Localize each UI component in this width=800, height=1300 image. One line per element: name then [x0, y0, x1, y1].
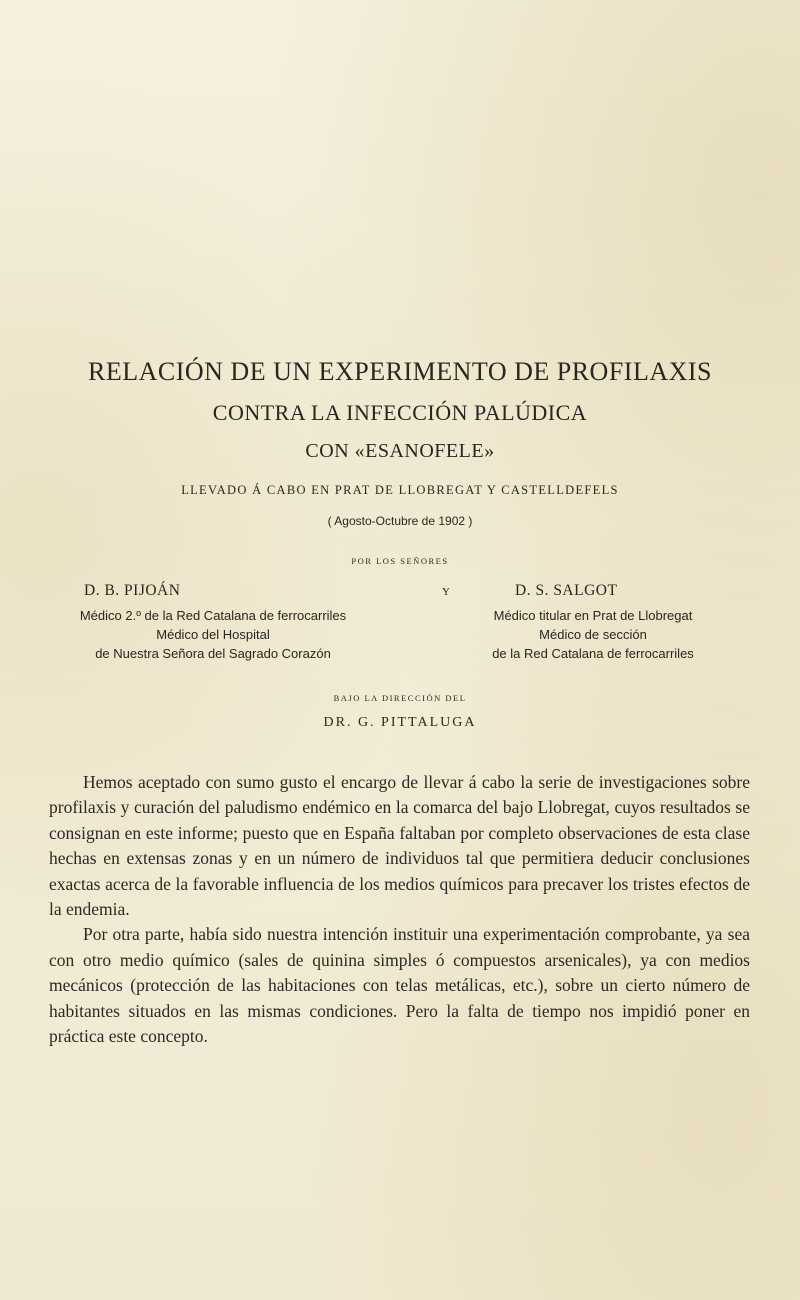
affiliation-line: Médico del Hospital — [156, 627, 270, 642]
affiliation-line: de Nuestra Señora del Sagrado Corazón — [95, 646, 331, 661]
title-line-3: CON «ESANOFELE» — [305, 440, 495, 462]
author-left-affiliation — [48, 606, 378, 663]
paragraph: Por otra parte, había sido nuestra intención instituir una experimentación comprobante, ya sea con otro medio químico (sales de quinina simples ó compuestos arsenicales), ya con medios mecánicos (protección de las habitaciones con telas metálicas, etc.), sobre un cierto número de habitantes situados en las mismas condiciones. Pero la falta de tiempo nos impidió poner en práctica este concepto. — [49, 924, 750, 1047]
author-conjunction: Y — [442, 586, 451, 598]
author-right-affiliation — [428, 606, 758, 663]
author-right-name: D. S. SALGOT — [515, 582, 618, 599]
subtitle: LLEVADO Á CABO EN PRAT DE LLOBREGAT Y CASTELLDEFELS — [181, 483, 619, 497]
affiliation-line: de la Red Catalana de ferrocarriles — [492, 646, 694, 661]
director-name: DR. G. PITTALUGA — [323, 715, 477, 730]
affiliation-line: Médico de sección — [539, 627, 647, 642]
direction-label: BAJO LA DIRECCIÓN DEL — [333, 693, 467, 703]
authors-intro: POR LOS SEÑORES — [351, 556, 449, 566]
body-text — [49, 770, 750, 1049]
date-range: ( Agosto-Octubre de 1902 ) — [327, 514, 473, 528]
paragraph: Hemos aceptado con sumo gusto el encargo de llevar á cabo la serie de investigaciones sobre profilaxis y curación del paludismo endémico en la comarca del bajo Llobregat, cuyos resultados se consignan en este informe; puesto que en España faltaban por completo observaciones de esta clase hechas en extensas zonas y en un número de individuos tal que permitiera deducir conclusiones exactas acerca de la favorable influencia de los medios químicos para precaver los tristes efectos de la endemia. — [49, 772, 750, 920]
affiliation-line: Médico 2.º de la Red Catalana de ferrocarriles — [79, 608, 347, 623]
title-line-1: RELACIÓN DE UN EXPERIMENTO DE PROFILAXIS — [87, 357, 713, 386]
affiliation-line: Médico titular en Prat de Llobregat — [493, 608, 693, 623]
title-line-2: CONTRA LA INFECCIÓN PALÚDICA — [212, 400, 588, 425]
author-left-name: D. B. PIJOÁN — [84, 582, 181, 599]
